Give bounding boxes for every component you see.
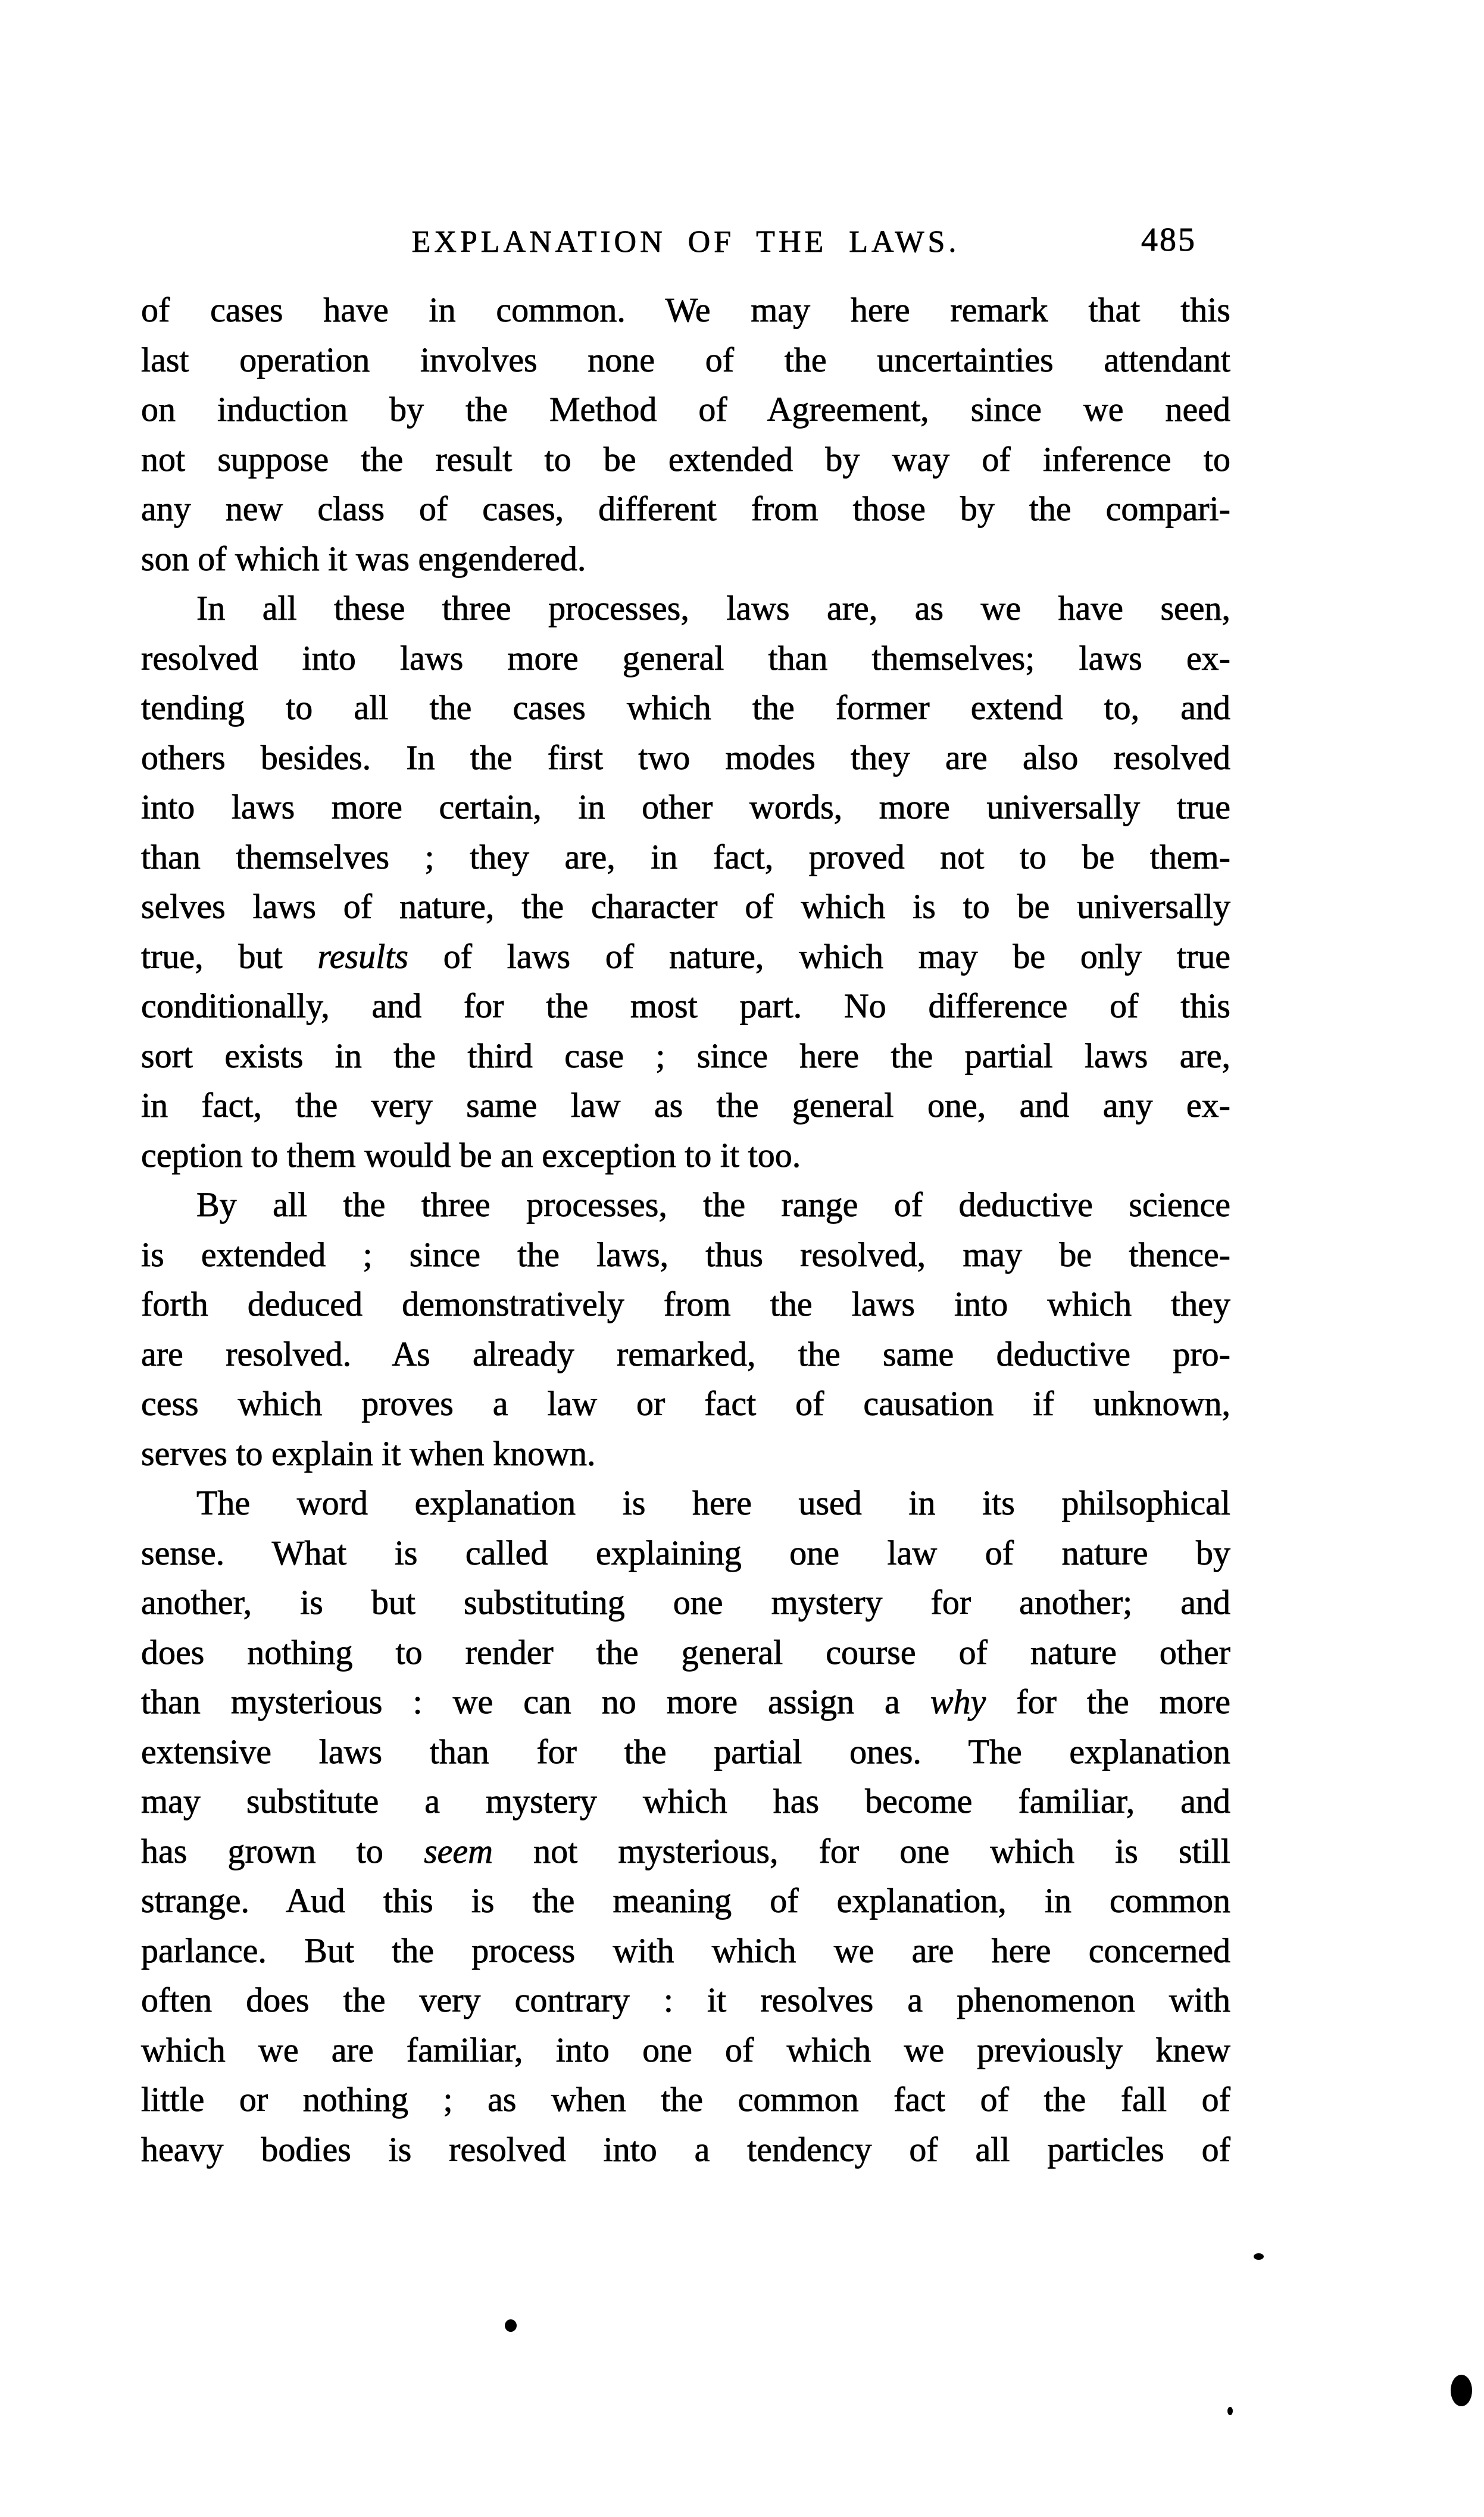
text-line: conditionally, and for the most part. No difference of this	[141, 986, 1230, 1025]
text-line: tending to all the cases which the former extend to, and	[141, 688, 1230, 727]
text-line: others besides. In the first two modes they are also resolved	[141, 738, 1230, 777]
text-line: cess which proves a law or fact of causation if unknown,	[141, 1384, 1230, 1423]
text-line: In all these three processes, laws are, as we have seen,	[196, 589, 1230, 627]
text-line: selves laws of nature, the character of which is to be universally	[141, 887, 1230, 926]
text-line: on induction by the Method of Agreement, since we need	[141, 390, 1230, 429]
text-line: which we are familiar, into one of which we previously knew	[141, 2030, 1230, 2069]
text-line: than mysterious : we can no more assign a why for the more	[141, 1682, 1230, 1721]
text-line: By all the three processes, the range of deductive science	[196, 1185, 1230, 1224]
text-line: of cases have in common. We may here remark that this	[141, 291, 1230, 329]
text-line: true, but results of laws of nature, which may be only true	[141, 936, 1230, 976]
italic-text: seem	[424, 1831, 493, 1870]
text-line: forth deduced demonstratively from the laws into which they	[141, 1285, 1230, 1323]
text-line: may substitute a mystery which has become familiar, and	[141, 1782, 1230, 1820]
text-line: does nothing to render the general course of nature other	[141, 1632, 1230, 1672]
ink-speck	[1227, 2407, 1233, 2415]
text-line: strange. Aud this is the meaning of explanation, in common	[141, 1881, 1230, 1920]
text-line: not suppose the result to be extended by way of inference to	[141, 439, 1230, 479]
text-line: sense. What is called explaining one law of nature by	[141, 1533, 1230, 1572]
text-line: resolved into laws more general than themselves; laws ex-	[141, 638, 1230, 677]
italic-text: results	[317, 936, 408, 976]
running-title: EXPLANATION OF THE LAWS.	[411, 225, 960, 259]
page-number: 485	[1141, 221, 1196, 258]
ink-speck	[1254, 2253, 1264, 2260]
text-line: little or nothing ; as when the common fact of the fall of	[141, 2080, 1230, 2119]
ink-speck	[505, 2319, 517, 2332]
text-line: into laws more certain, in other words, more universally true	[141, 788, 1230, 826]
text-line: parlance. But the process with which we are here concerned	[141, 1931, 1230, 1970]
italic-text: why	[930, 1682, 986, 1721]
text-line: sort exists in the third case ; since here the partial laws are,	[141, 1036, 1230, 1075]
text-line: extensive laws than for the partial ones. The explanation	[141, 1732, 1230, 1771]
text-line: ception to them would be an exception to it too.	[141, 1135, 801, 1175]
text-line: has grown to seem not mysterious, for one which is still	[141, 1831, 1230, 1870]
text-line: is extended ; since the laws, thus resolved, may be thence-	[141, 1235, 1230, 1274]
text-line: than themselves ; they are, in fact, proved not to be them-	[141, 837, 1230, 876]
text-line: any new class of cases, different from those by the compari-	[141, 489, 1230, 528]
body-text	[141, 285, 1230, 2174]
paragraph	[141, 285, 1230, 583]
text-line: another, is but substituting one mystery for another; and	[141, 1583, 1230, 1622]
text-line: often does the very contrary : it resolves a phenomenon with	[141, 1981, 1230, 2019]
text-line: serves to explain it when known.	[141, 1434, 596, 1473]
text-line: The word explanation is here used in its philsophical	[196, 1484, 1230, 1522]
text-line: are resolved. As already remarked, the same deductive pro-	[141, 1334, 1230, 1373]
ink-speck	[1451, 2375, 1472, 2406]
running-head	[141, 221, 1230, 266]
text-line: heavy bodies is resolved into a tendency of all particles of	[141, 2129, 1230, 2169]
text-line: son of which it was engendered.	[141, 539, 586, 578]
paragraph	[141, 583, 1230, 1180]
paragraph	[141, 1478, 1230, 2174]
paragraph	[141, 1180, 1230, 1478]
text-line: in fact, the very same law as the general one, and any ex-	[141, 1086, 1230, 1125]
text-line: last operation involves none of the uncertainties attendant	[141, 340, 1230, 379]
